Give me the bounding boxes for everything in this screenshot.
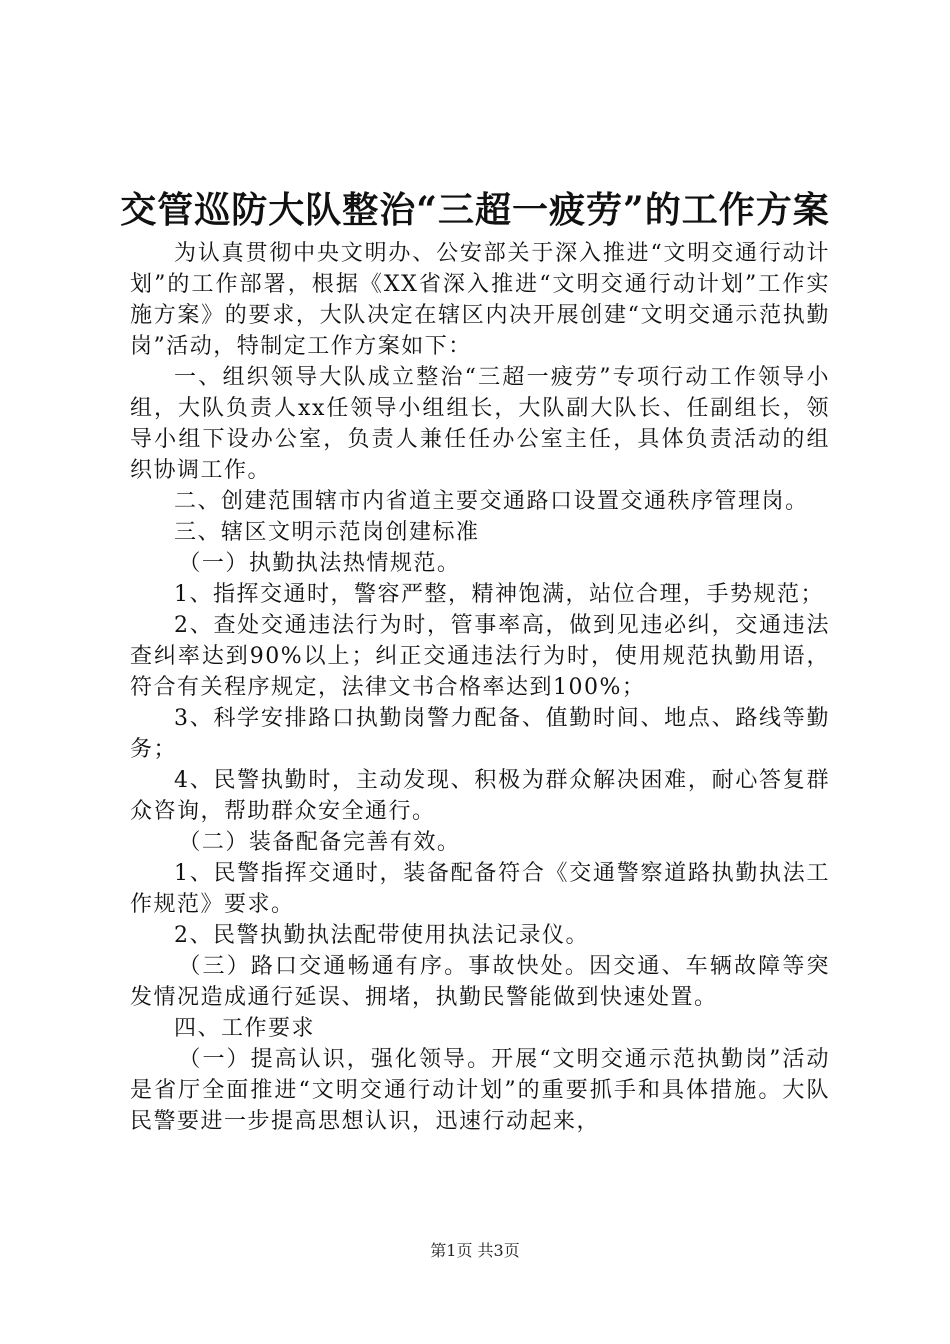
paragraph-subheading-3: （三）路口交通畅通有序。事故快处。因交通、车辆故障等突发情况造成通行延误、拥堵，执勤民警能做到快速处置。 <box>130 954 830 1010</box>
paragraph-section-4-heading: 四、工作要求 <box>174 1016 316 1041</box>
paragraph-item-1-2: 2、查处交通违法行为时，管事率高，做到见违必纠，交通违法查纠率达到90%以上；纠正交通违法行为时，使用规范执勤用语，符合有关程序规定，法律文书合格率达到100%； <box>130 613 830 700</box>
paragraph-requirement-1: （一）提高认识，强化领导。开展“文明交通示范执勤岗”活动是省厅全面推进“文明交通行动计划”的重要抓手和具体措施。大队民警要进一步提高思想认识，迅速行动起来， <box>130 1047 830 1134</box>
paragraph-intro: 为认真贯彻中央文明办、公安部关于深入推进“文明交通行动计划”的工作部署，根据《XX省深入推进“文明交通行动计划”工作实施方案》的要求，大队决定在辖区内决开展创建“文明交通示范执勤岗”活动，特制定工作方案如下： <box>130 241 830 359</box>
paragraph-subheading-2: （二）装备配备完善有效。 <box>178 830 461 855</box>
paragraph-item-1-4: 4、民警执勤时，主动发现、积极为群众解决困难，耐心答复群众咨询，帮助群众安全通行。 <box>130 768 830 824</box>
paragraph-item-2-2: 2、民警执勤执法配带使用执法记录仪。 <box>174 923 589 948</box>
paragraph-subheading-1: （一）执勤执法热情规范。 <box>178 551 461 576</box>
paragraph-section-1: 一、组织领导大队成立整治“三超一疲劳”专项行动工作领导小组，大队负责人xx任领导小组组长，大队副大队长、任副组长，领导小组下设办公室，负责人兼任任办公室主任，具体负责活动的组织协调工作。 <box>130 365 830 483</box>
paragraph-item-1-1: 1、指挥交通时，警容严整，精神饱满，站位合理，手势规范； <box>174 582 824 607</box>
paragraph-section-3-heading: 三、辖区文明示范岗创建标准 <box>174 520 480 545</box>
paragraph-item-1-3: 3、科学安排路口执勤岗警力配备、值勤时间、地点、路线等勤务； <box>130 706 830 762</box>
document-title: 交管巡防大队整治“三超一疲劳”的工作方案 <box>120 189 830 231</box>
page-number: 第1页 共3页 <box>430 1241 520 1260</box>
paragraph-section-2: 二、创建范围辖市内省道主要交通路口设置交通秩序管理岗。 <box>174 489 809 514</box>
paragraph-item-2-1: 1、民警指挥交通时，装备配备符合《交通警察道路执勤执法工作规范》要求。 <box>130 861 830 917</box>
document-body <box>130 238 830 1137</box>
